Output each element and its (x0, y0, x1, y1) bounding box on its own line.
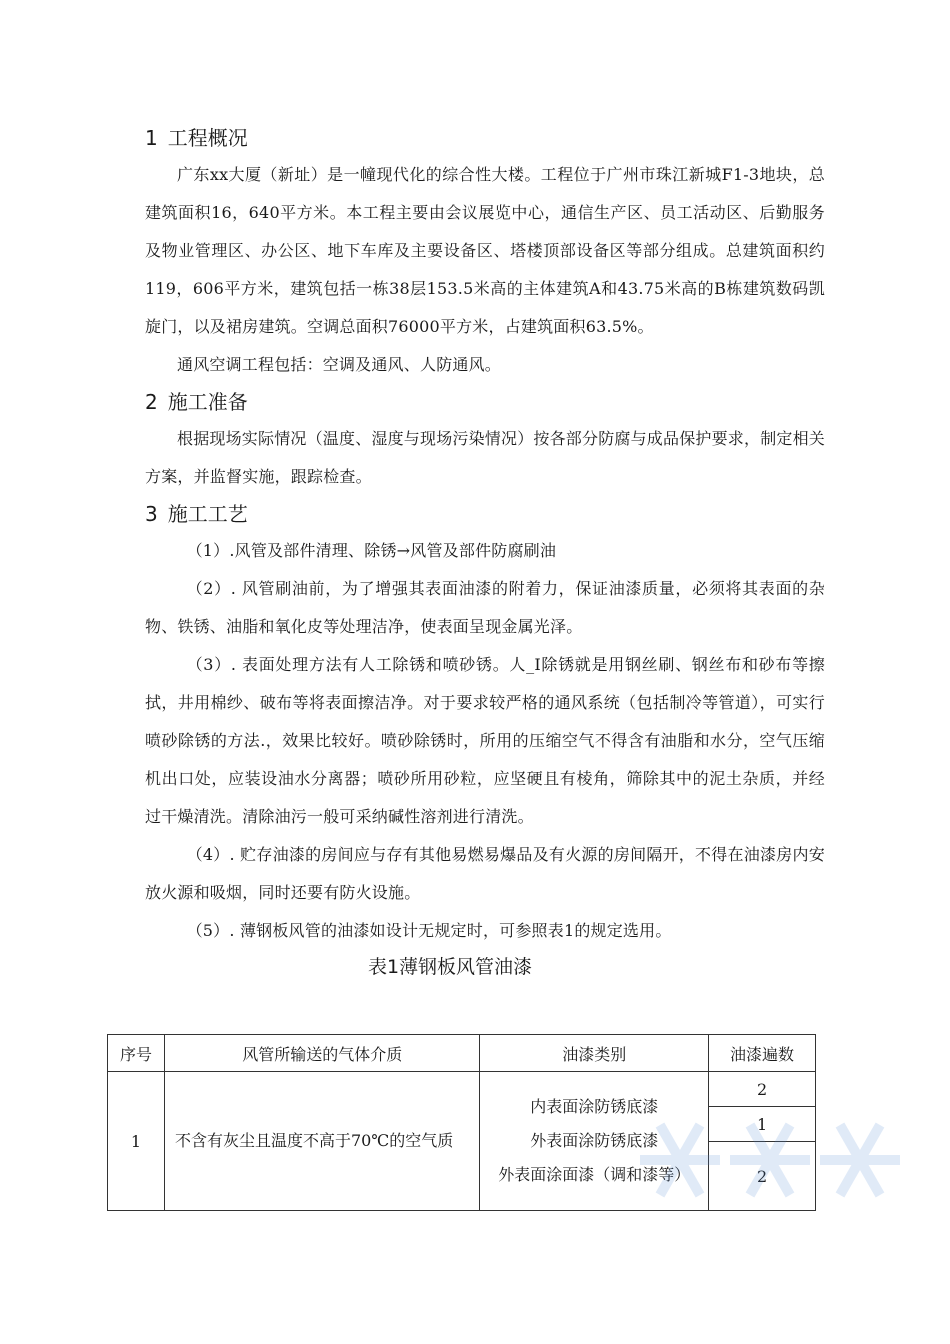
paragraph: 广东xx大厦（新址）是一幢现代化的综合性大楼。工程位于广州市珠江新城F1-3地块，总建筑面积16，640平方米。本工程主要由会议展览中心，通信生产区、员工活动区、后勤服务及物业管理区、办公区、地下车库及主要设备区、塔楼顶部设备区等部分组成。总建筑面积约119，606平方米，建筑包括一栋38层153.5米高的主体建筑A和43.75米高的B栋建筑数码凯旋门，以及裙房建筑。空调总面积76000平方米，占建筑面积63.5%。 (145, 165, 825, 336)
header-cell: 序号 (108, 1035, 165, 1072)
coat-count: 2 (709, 1142, 816, 1211)
coat-count: 2 (709, 1072, 816, 1107)
header-cell: 油漆类别 (480, 1035, 709, 1072)
section-heading-1: 1 工程概况 (145, 126, 248, 150)
paragraph: （1）.风管及部件清理、除锈→风管及部件防腐刷油 (186, 541, 557, 560)
snowflake-watermark-icon (610, 1110, 910, 1210)
document-body (145, 120, 825, 984)
table-row (108, 1072, 816, 1107)
gas-medium: 不含有灰尘且温度不高于70℃的空气质 (164, 1072, 480, 1211)
coat-count: 1 (709, 1107, 816, 1142)
table-header-row (108, 1035, 816, 1072)
paragraph: 根据现场实际情况（温度、湿度与现场污染情况）按各部分防腐与成品保护要求，制定相关方案，并监督实施，跟踪检查。 (145, 429, 826, 486)
paragraph: （4）. 贮存油漆的房间应与存有其他易燃易爆品及有火源的房间隔开，不得在油漆房内安放火源和吸烟，同时还要有防火设施。 (145, 845, 825, 902)
paint-type: 外表面涂防锈底漆 (530, 1131, 659, 1150)
section-heading-3: 3 施工工艺 (145, 502, 248, 526)
paragraph: （2）. 风管刷油前，为了增强其表面油漆的附着力，保证油漆质量，必须将其表面的杂物、铁锈、油脂和氧化皮等处理洁净，使表面呈现金属光泽。 (145, 579, 825, 636)
paragraph: （5）. 薄钢板风管的油漆如设计无规定时，可参照表1的规定选用。 (186, 921, 672, 940)
header-cell: 油漆遍数 (709, 1035, 816, 1072)
paragraph: 通风空调工程包括：空调及通风、人防通风。 (177, 355, 502, 374)
paragraph: （3）. 表面处理方法有人工除锈和喷砂锈。人_I除锈就是用钢丝刷、钢丝布和砂布等擦拭，井用棉纱、破布等将表面擦洁净。对于要求较严格的通风系统（包括制冷等管道），可实行喷砂除锈的方法.，效果比较好。喷砂除锈时，所用的压缩空气不得含有油脂和水分，空气压缩机出口处，应装设油水分离器；喷砂所用砂粒，应坚硬且有棱角，筛除其中的泥土杂质，并经过干燥清洗。清除油污一般可采纳碱性溶剂进行清洗。 (145, 655, 825, 826)
row-index: 1 (108, 1072, 165, 1211)
section-heading-2: 2 施工准备 (145, 390, 248, 414)
header-cell: 风管所输送的气体介质 (164, 1035, 480, 1072)
paint-type: 内表面涂防锈底漆 (530, 1097, 659, 1116)
table-caption: 表1薄钢板风管油漆 (367, 956, 533, 978)
paint-type: 外表面涂面漆（调和漆等） (498, 1165, 691, 1184)
